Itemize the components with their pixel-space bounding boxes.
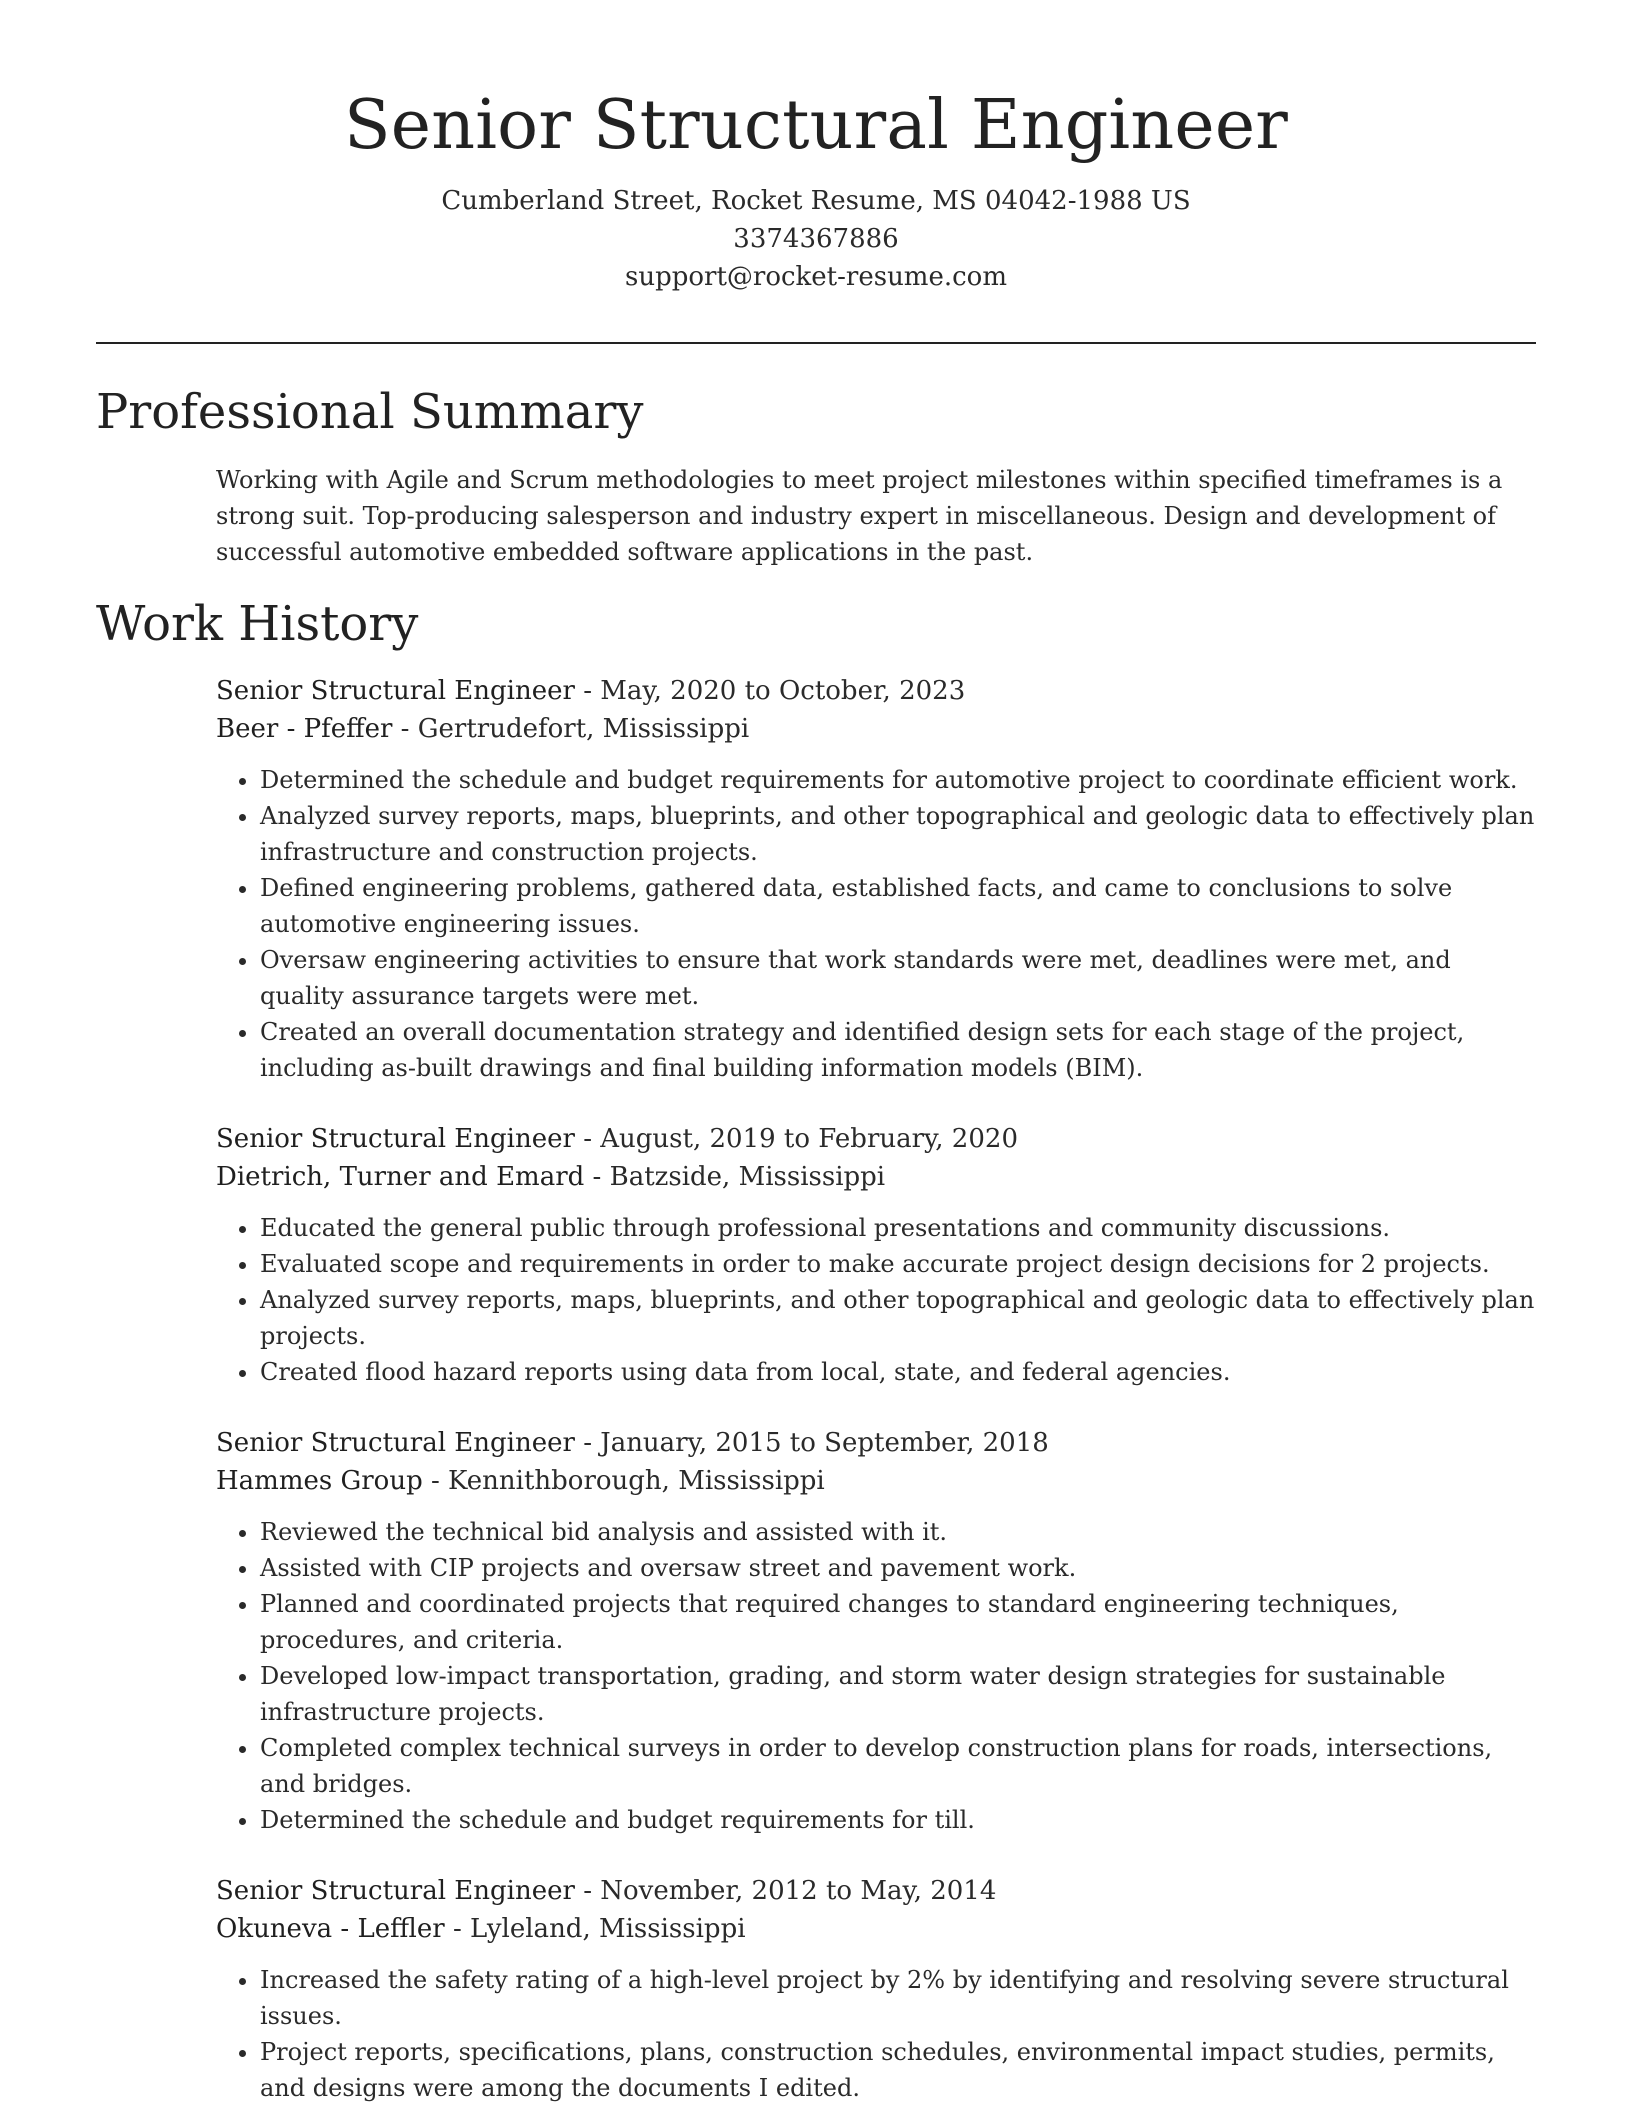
job-entry: [216, 1424, 1536, 1838]
job-bullet: • Planned and coordinated projects that required changes to standard engineering techniques, procedures, and criteria.: [260, 1586, 1536, 1658]
resume-header: [96, 82, 1536, 296]
job-title: Senior Structural Engineer: [216, 1428, 575, 1458]
work-history-heading: Work History: [96, 596, 419, 652]
job-entry: [216, 672, 1536, 1086]
job-location: Gertrudefort, Mississippi: [417, 714, 750, 744]
job-dates: May, 2020 to October, 2023: [600, 676, 966, 706]
separator: -: [584, 1162, 610, 1192]
job-title: Senior Structural Engineer: [216, 676, 575, 706]
job-company-line: [216, 1462, 1536, 1500]
summary-heading: Professional Summary: [96, 384, 644, 440]
separator: -: [574, 1124, 601, 1154]
job-bullet: • Increased the safety rating of a high-level project by 2% by identifying and resolving severe structural issues.: [260, 1962, 1536, 2034]
job-company-line: [216, 710, 1536, 748]
job-bullets: [216, 1210, 1536, 1390]
contact-phone: 3374367886: [733, 224, 899, 254]
separator: -: [574, 1428, 601, 1458]
job-company: Dietrich, Turner and Emard: [216, 1162, 585, 1192]
separator: -: [392, 714, 418, 744]
job-bullet: • Analyzed survey reports, maps, blueprints, and other topographical and geologic data to effectively plan projects.: [260, 1282, 1536, 1354]
job-bullet: • Reviewed the technical bid analysis and assisted with it.: [260, 1514, 1536, 1550]
job-bullet: • Educated the general public through professional presentations and community discussions.: [260, 1210, 1536, 1246]
job-title-line: [216, 1872, 1536, 1910]
job-title: Senior Structural Engineer: [216, 1124, 575, 1154]
contact-email: support@rocket-resume.com: [624, 262, 1007, 292]
job-title-line: [216, 672, 1536, 710]
job-bullet: • Defined engineering problems, gathered data, established facts, and came to conclusions to solve automotive engineering issues.: [260, 870, 1536, 942]
job-title-line: [216, 1120, 1536, 1158]
job-bullet: • Developed low-impact transportation, grading, and storm water design strategies for sustainable infrastructure projects.: [260, 1658, 1536, 1730]
job-bullet: • Assisted with CIP projects and oversaw street and pavement work.: [260, 1550, 1536, 1586]
job-entry: [216, 1120, 1536, 1390]
job-company-line: [216, 1158, 1536, 1196]
job-bullet: • Analyzed survey reports, maps, blueprints, and other topographical and geologic data to effectively plan infrastructure and construction projects.: [260, 798, 1536, 870]
job-company: Beer - Pfeffer: [216, 714, 393, 744]
job-bullet: • Completed complex technical surveys in order to develop construction plans for roads, intersections, and bridges.: [260, 1730, 1536, 1802]
job-location: Lyleland, Mississippi: [470, 1914, 746, 1944]
summary-text: Working with Agile and Scrum methodologies to meet project milestones within specified timeframes is a strong suit. Top-producing salesperson and industry expert in miscellaneous. Design and development of successful automotive embedded software applications in the past.: [216, 466, 1503, 566]
resume-name: Senior Structural Engineer: [344, 86, 1288, 165]
job-bullets: [216, 1514, 1536, 1838]
job-bullet: • Oversaw engineering activities to ensure that work standards were met, deadlines were met, and quality assurance targets were met.: [260, 942, 1536, 1014]
contact-address: Cumberland Street, Rocket Resume, MS 04042-1988 US: [441, 186, 1191, 216]
job-entry: [216, 1872, 1536, 2106]
separator: -: [574, 676, 601, 706]
job-bullet: • Determined the schedule and budget requirements for till.: [260, 1802, 1536, 1838]
job-bullet: • Project reports, specifications, plans, construction schedules, environmental impact studies, permits, and designs were among the documents I edited.: [260, 2034, 1536, 2106]
job-location: Batzside, Mississippi: [609, 1162, 886, 1192]
job-bullet: • Created flood hazard reports using data from local, state, and federal agencies.: [260, 1354, 1536, 1390]
job-dates: November, 2012 to May, 2014: [600, 1876, 997, 1906]
separator: -: [422, 1466, 449, 1496]
separator: -: [574, 1876, 601, 1906]
job-dates: August, 2019 to February, 2020: [600, 1124, 1018, 1154]
job-title: Senior Structural Engineer: [216, 1876, 575, 1906]
job-bullets: [216, 762, 1536, 1086]
contact-info: [96, 182, 1536, 296]
job-company: Hammes Group: [216, 1466, 423, 1496]
job-location: Kennithborough, Mississippi: [448, 1466, 825, 1496]
job-dates: January, 2015 to September, 2018: [600, 1428, 1049, 1458]
job-bullet: • Evaluated scope and requirements in order to make accurate project design decisions for 2 projects.: [260, 1246, 1536, 1282]
job-bullet: • Determined the schedule and budget requirements for automotive project to coordinate efficient work.: [260, 762, 1536, 798]
work-history-list: [216, 672, 1536, 2112]
header-divider: [96, 342, 1536, 344]
job-title-line: [216, 1424, 1536, 1462]
separator: -: [444, 1914, 471, 1944]
job-bullets: [216, 1962, 1536, 2106]
job-company: Okuneva - Leffler: [216, 1914, 445, 1944]
job-company-line: [216, 1910, 1536, 1948]
job-bullet: • Created an overall documentation strategy and identified design sets for each stage of the project, including as-built drawings and final building information models (BIM).: [260, 1014, 1536, 1086]
